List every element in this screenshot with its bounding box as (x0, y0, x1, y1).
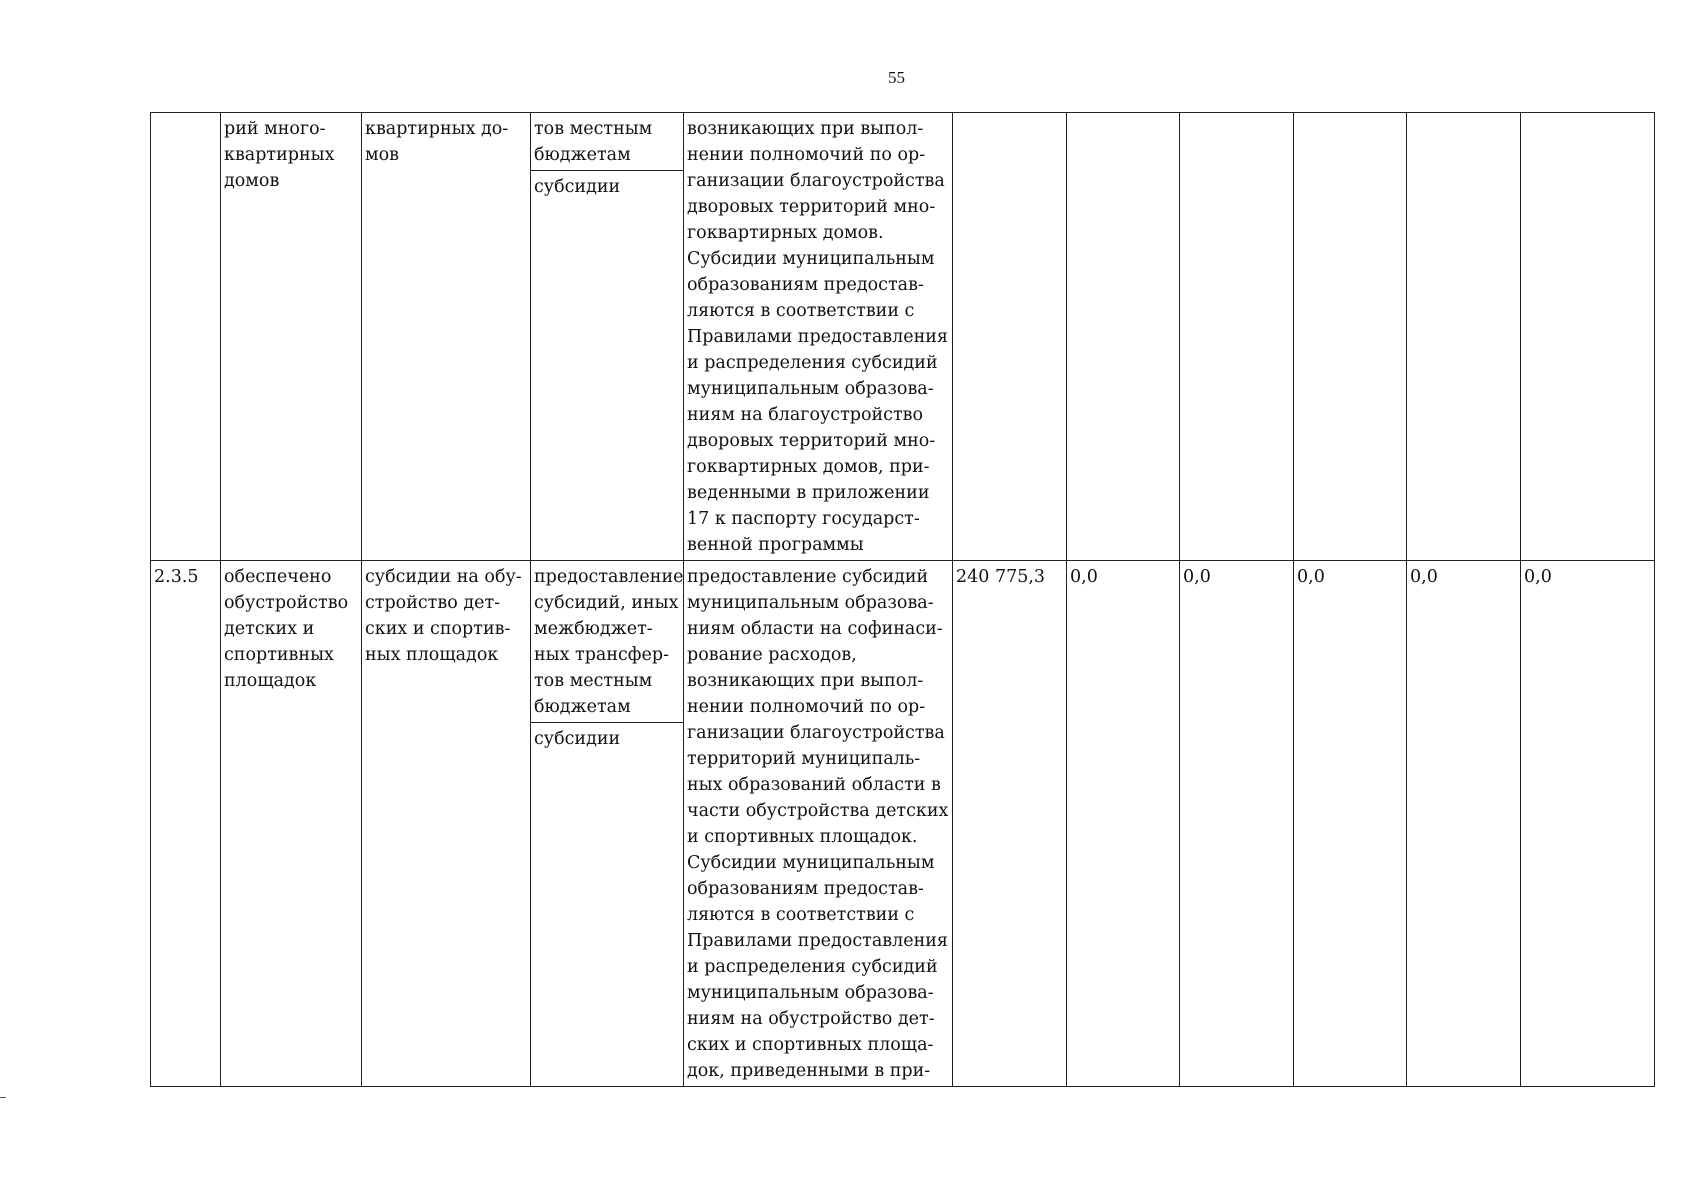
value-cell: 240 775,3 (953, 561, 1067, 1087)
value-cell (1067, 113, 1180, 561)
value-cell: 0,0 (1407, 561, 1521, 1087)
description-cell: возникающих при выпол- нении полномочий по ор- ганизации благоустройства дворовых территорий мно- гоквартирных домов. Субсидии муниципальным образованиям предостав- ляются в соответствии с Правилами предоставления и распределения субсидий муниципальным образова- ниям на благоустройство дворовых территорий мно- гоквартирных домов, при- веденными в приложении 17 к паспорту государст- венной программы (684, 113, 953, 561)
description-cell: предоставление субсидий муниципальным образова- ниям области на софинаси- рование расходов, возникающих при выпол- нении полномочий по ор- ганизации благоустройства территорий муниципаль- ных образований области в части обустройства детских и спортивных площадок. Субсидии муниципальным образованиям предостав- ляются в соответствии с Правилами предоставления и распределения субсидий муниципальным образова- ниям на обустройство дет- ских и спортивных площа- док, приведенными в при- (684, 561, 953, 1087)
table-row (151, 113, 1655, 561)
value-cell (1294, 113, 1407, 561)
value-cell: 0,0 (1294, 561, 1407, 1087)
value-cell (1521, 113, 1655, 561)
direction-cell: квартирных до- мов (362, 113, 531, 561)
value-cell (1180, 113, 1294, 561)
value-cell (1407, 113, 1521, 561)
program-table (150, 112, 1655, 1087)
table-row (151, 561, 1655, 1087)
mechanism-cell: предоставление субсидий, иных межбюджет- ных трансфер- тов местным бюджетам субсидии (531, 561, 684, 1087)
result-cell: обеспечено обустройство детских и спортивных площадок (221, 561, 362, 1087)
direction-cell: субсидии на обу- стройство дет- ских и спортив- ных площадок (362, 561, 531, 1087)
value-cell: 0,0 (1180, 561, 1294, 1087)
value-cell: 0,0 (1067, 561, 1180, 1087)
result-cell: рий много- квартирных домов (221, 113, 362, 561)
code-cell: 2.3.5 (151, 561, 221, 1087)
scan-edge-mark (0, 1097, 6, 1098)
code-cell (151, 113, 221, 561)
page-number: 55 (888, 68, 905, 87)
mechanism-cell: тов местным бюджетам субсидии (531, 113, 684, 561)
value-cell (953, 113, 1067, 561)
value-cell: 0,0 (1521, 561, 1655, 1087)
